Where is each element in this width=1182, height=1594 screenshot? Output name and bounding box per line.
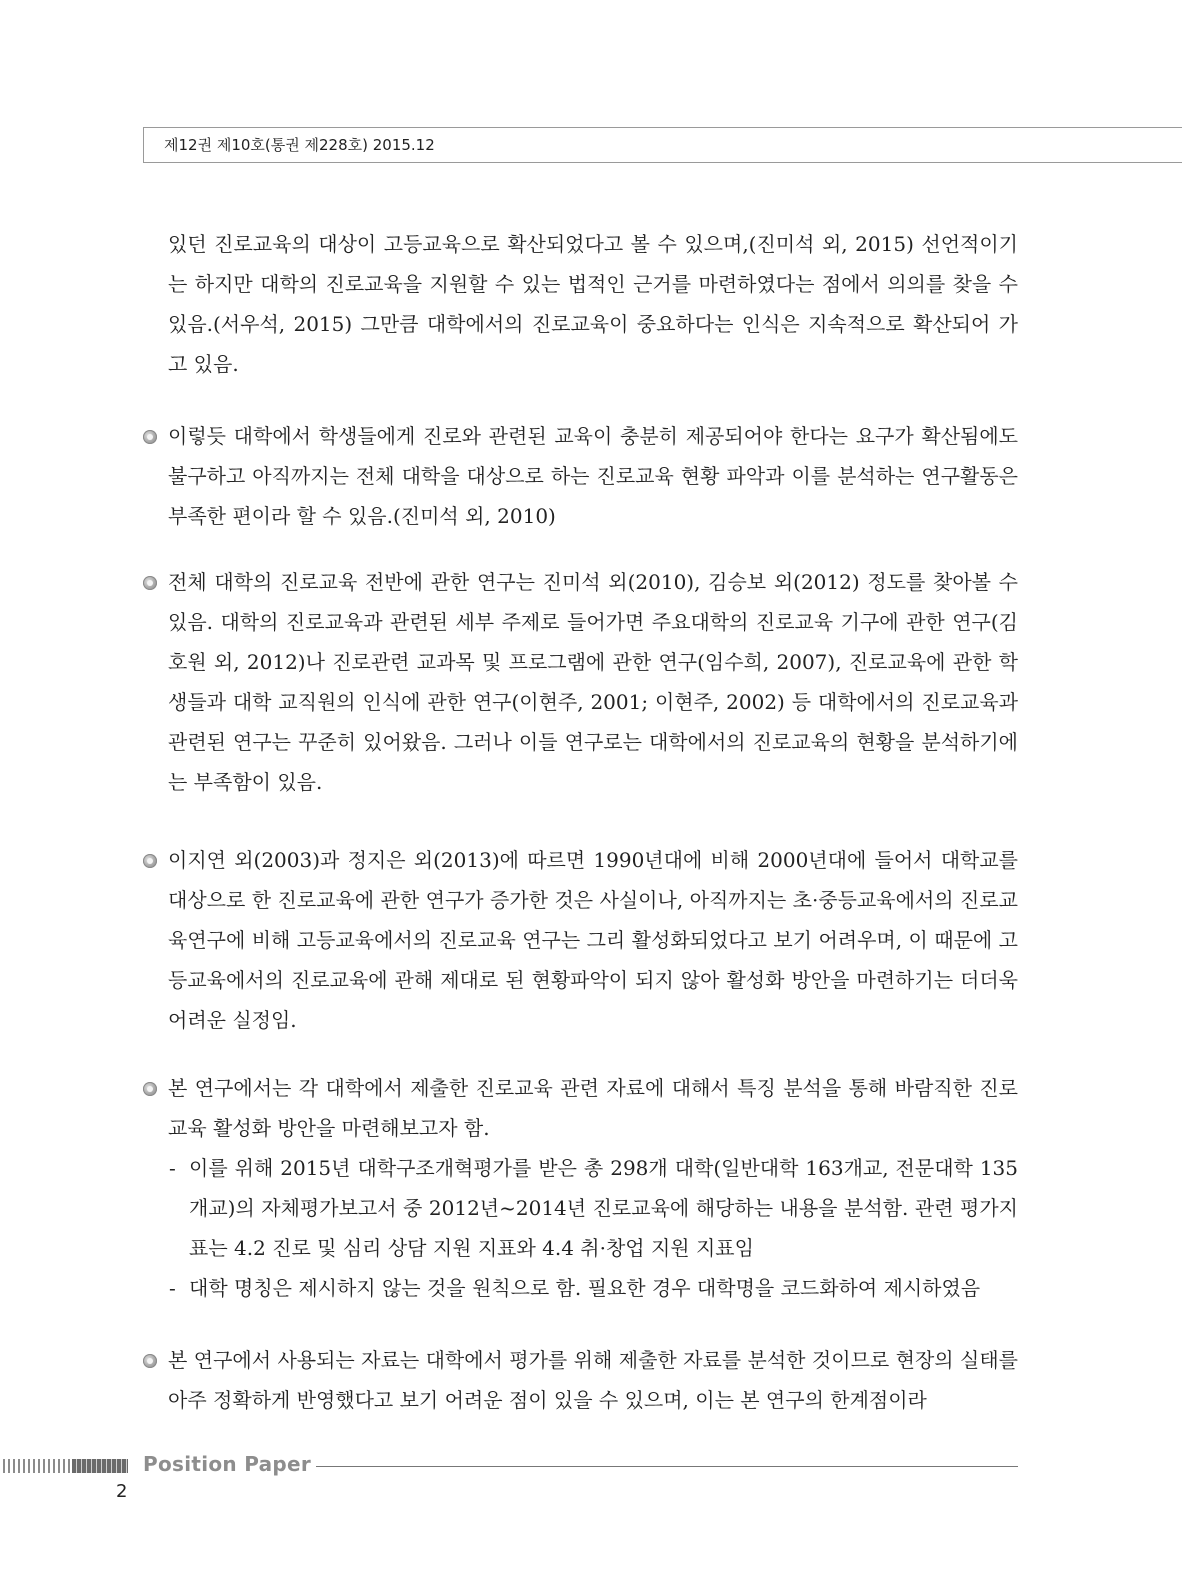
circle-bullet-icon	[143, 430, 157, 444]
bullet-text: 본 연구에서는 각 대학에서 제출한 진로교육 관련 자료에 대해서 특징 분석을 통해 바람직한 진로교육 활성화 방안을 마련해보고자 함.	[168, 1076, 1018, 1140]
sub-list-item	[143, 1148, 1018, 1268]
bullet-paragraph-3	[143, 840, 1018, 1040]
page-number: 2	[116, 1481, 128, 1502]
bullet-text: 이지연 외(2003)과 정지은 외(2013)에 따르면 1990년대에 비해 2000년대에 들어서 대학교를 대상으로 한 진로교육에 관한 연구가 증가한 것은 사실이나, 아직까지는 초·중등교육에서의 진로교육연구에 비해 고등교육에서의 진로교육 연구는 그리 활성화되었다고 보기 어려우며, 이 때문에 고등교육에서의 진로교육에 관해 제대로 된 현황파악이 되지 않아 활성화 방안을 마련하기는 더더욱 어려운 실정임.	[168, 848, 1018, 1032]
bullet-paragraph-5	[143, 1340, 1018, 1420]
bullet-text: 전체 대학의 진로교육 전반에 관한 연구는 진미석 외(2010), 김승보 외(2012) 정도를 찾아볼 수 있음. 대학의 진로교육과 관련된 세부 주제로 들어가면 주요대학의 진로교육 기구에 관한 연구(김호원 외, 2012)나 진로관련 교과목 및 프로그램에 관한 연구(임수희, 2007), 진로교육에 관한 학생들과 대학 교직원의 인식에 관한 연구(이현주, 2001; 이현주, 2002) 등 대학에서의 진로교육과 관련된 연구는 꾸준히 있어왔음. 그러나 이들 연구로는 대학에서의 진로교육의 현황을 분석하기에는 부족함이 있음.	[168, 570, 1018, 794]
circle-bullet-icon	[143, 576, 157, 590]
bullet-text: 이렇듯 대학에서 학생들에게 진로와 관련된 교육이 충분히 제공되어야 한다는 요구가 확산됨에도 불구하고 아직까지는 전체 대학을 대상으로 하는 진로교육 현황 파악과 이를 분석하는 연구활동은 부족한 편이라 할 수 있음.(진미석 외, 2010)	[168, 424, 1018, 528]
sub-list	[143, 1148, 1018, 1308]
dash-marker: -	[169, 1156, 176, 1180]
footer-stripe-decoration-dark	[72, 1459, 128, 1473]
running-header	[143, 127, 1182, 163]
sub-item-text: 대학 명칭은 제시하지 않는 것을 원칙으로 함. 필요한 경우 대학명을 코드화하여 제시하였음	[189, 1276, 981, 1300]
circle-bullet-icon	[143, 854, 157, 868]
bullet-text: 본 연구에서 사용되는 자료는 대학에서 평가를 위해 제출한 자료를 분석한 것이므로 현장의 실태를 아주 정확하게 반영했다고 보기 어려운 점이 있을 수 있으며, 이는 본 연구의 한계점이라	[168, 1348, 1018, 1412]
sub-item-text: 이를 위해 2015년 대학구조개혁평가를 받은 총 298개 대학(일반대학 163개교, 전문대학 135개교)의 자체평가보고서 중 2012년~2014년 진로교육에 해당하는 내용을 분석함. 관련 평가지표는 4.2 진로 및 심리 상담 지원 지표와 4.4 취·창업 지원 지표임	[189, 1156, 1018, 1260]
footer-label: Position Paper	[143, 1452, 312, 1476]
sub-list-item	[143, 1268, 1018, 1308]
bullet-paragraph-4	[143, 1068, 1018, 1308]
page-footer	[0, 1452, 1182, 1522]
footer-rule	[316, 1466, 1018, 1467]
dash-marker: -	[169, 1276, 176, 1300]
issue-info: 제12권 제10호(통권 제228호) 2015.12	[164, 136, 435, 154]
circle-bullet-icon	[143, 1354, 157, 1368]
intro-paragraph: 있던 진로교육의 대상이 고등교육으로 확산되었다고 볼 수 있으며,(진미석 외, 2015) 선언적이기는 하지만 대학의 진로교육을 지원할 수 있는 법적인 근거를 마련하였다는 점에서 의의를 찾을 수 있음.(서우석, 2015) 그만큼 대학에서의 진로교육이 중요하다는 인식은 지속적으로 확산되어 가고 있음.	[168, 232, 1018, 376]
bullet-paragraph-1	[143, 416, 1018, 536]
bullet-paragraph-2	[143, 562, 1018, 802]
circle-bullet-icon	[143, 1082, 157, 1096]
